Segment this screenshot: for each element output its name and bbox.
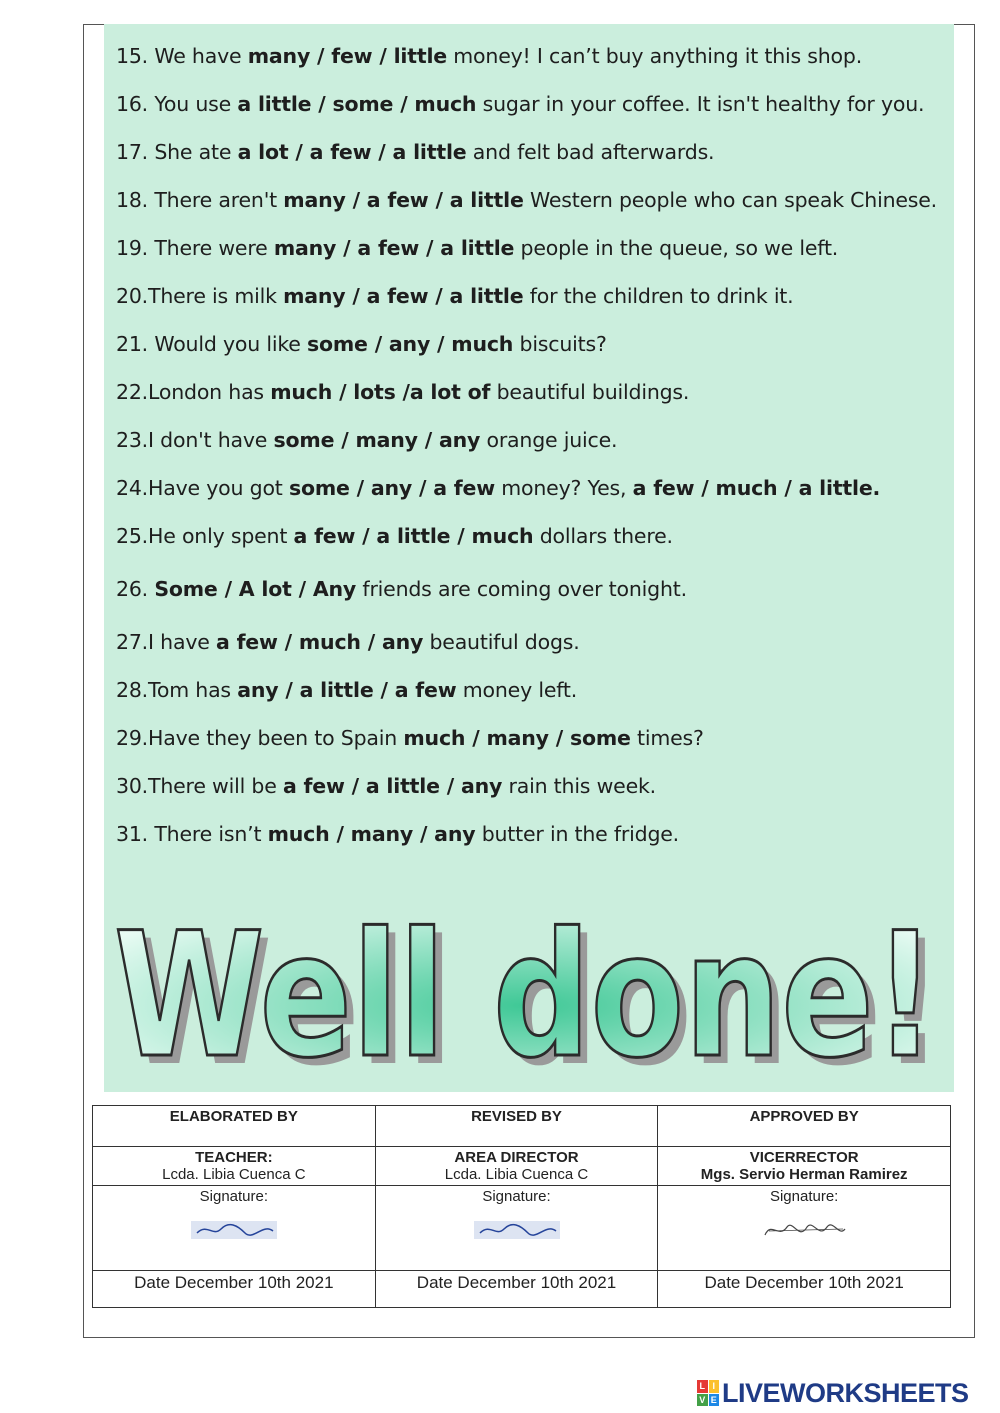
question-text-before: There aren't <box>154 188 284 212</box>
question-number: 30. <box>116 774 149 798</box>
question-text-after: rain this week. <box>502 774 656 798</box>
question-text-before: London has <box>148 380 271 404</box>
question-text-after: money? Yes, <box>494 476 633 500</box>
answer-options: a few / a little / much <box>293 524 534 548</box>
question-text-before: There is milk <box>148 284 284 308</box>
question-text-after: money! I can’t buy anything it this shop. <box>446 44 863 68</box>
question-number: 16. <box>116 92 155 116</box>
question-number: 28. <box>116 678 149 702</box>
question-text-after: biscuits? <box>513 332 607 356</box>
question-text-after: beautiful buildings. <box>490 380 690 404</box>
question-text-after: for the children to drink it. <box>523 284 794 308</box>
question-text-after: beautiful dogs. <box>423 630 580 654</box>
answer-options: a few / much / any <box>216 630 424 654</box>
signature-image <box>472 1217 562 1243</box>
answer-options: many / a few / a little <box>283 284 524 308</box>
date-cell: Date December 10th 2021 <box>375 1271 658 1308</box>
name-vicerrector: Mgs. Servio Herman Ramirez <box>700 1166 908 1183</box>
question-number: 15. <box>116 44 155 68</box>
answer-options: some / any / a few <box>288 476 495 500</box>
well-done-banner <box>110 905 950 1080</box>
banner-text: Well done! <box>114 905 936 1080</box>
question-item <box>116 822 679 846</box>
header-approved: APPROVED BY <box>658 1106 951 1147</box>
question-item <box>116 188 937 212</box>
answer-options: any / a little / a few <box>237 678 457 702</box>
question-text-after: sugar in your coffee. It isn't healthy for you. <box>476 92 925 116</box>
approval-table <box>92 1105 951 1308</box>
question-text-before: Tom has <box>148 678 238 702</box>
logo-letter: L <box>697 1380 708 1393</box>
question-number: 25. <box>116 524 149 548</box>
answer-options: much / many / any <box>267 822 476 846</box>
liveworksheets-logo <box>697 1378 969 1408</box>
signature-label: Signature: <box>769 1188 839 1205</box>
signature-image <box>759 1217 849 1243</box>
header-elaborated: ELABORATED BY <box>93 1106 376 1147</box>
question-text-after: dollars there. <box>533 524 673 548</box>
answer-options: some / many / any <box>273 428 481 452</box>
answer-options: many / a few / a little <box>273 236 515 260</box>
question-item <box>116 524 673 548</box>
answer-options: some / any / much <box>307 332 514 356</box>
question-number: 27. <box>116 630 149 654</box>
answer-options: much / lots /a lot of <box>270 380 491 404</box>
answer-options: many / few / little <box>247 44 447 68</box>
question-text-before: There isn’t <box>154 822 268 846</box>
answer-options: Some / A lot / Any <box>154 577 357 601</box>
name-area-director: Lcda. Libia Cuenca C <box>444 1166 589 1183</box>
question-text-before: Would you like <box>154 332 308 356</box>
role-vicerrector: VICERRECTOR <box>749 1149 859 1166</box>
question-text-before: I have <box>148 630 216 654</box>
question-item <box>116 284 793 308</box>
logo-letter: V <box>697 1394 708 1407</box>
question-item <box>116 774 656 798</box>
question-text-before: I don't have <box>148 428 274 452</box>
question-item <box>116 332 607 356</box>
name-teacher: Lcda. Libia Cuenca C <box>162 1166 306 1183</box>
question-number: 23. <box>116 428 149 452</box>
question-text-after: friends are coming over tonight. <box>356 577 687 601</box>
question-number: 22. <box>116 380 149 404</box>
date-cell: Date December 10th 2021 <box>93 1271 376 1308</box>
question-number: 24. <box>116 476 149 500</box>
question-text-before: There were <box>154 236 274 260</box>
question-item <box>116 92 924 116</box>
question-item <box>116 140 714 164</box>
question-text-after: people in the queue, so we left. <box>514 236 839 260</box>
question-item <box>116 678 577 702</box>
answer-options: a lot / a few / a little <box>237 140 467 164</box>
date-cell: Date December 10th 2021 <box>658 1271 951 1308</box>
question-number: 17. <box>116 140 155 164</box>
question-text-after: times? <box>630 726 704 750</box>
question-text-before: There will be <box>148 774 283 798</box>
answer-options-2: a few / much / a little. <box>632 476 881 500</box>
question-text-after: money left. <box>456 678 578 702</box>
question-text-after: Western people who can speak Chinese. <box>523 188 937 212</box>
question-item <box>116 44 862 68</box>
table-header-row <box>93 1106 951 1147</box>
logo-badge <box>697 1380 719 1406</box>
question-number: 31. <box>116 822 155 846</box>
question-text-before: He only spent <box>148 524 294 548</box>
logo-letter: I <box>709 1380 720 1393</box>
names-row <box>93 1147 951 1186</box>
question-number: 21. <box>116 332 155 356</box>
signature-label: Signature: <box>199 1188 269 1205</box>
question-text-before: She ate <box>154 140 238 164</box>
question-text-after: butter in the fridge. <box>475 822 680 846</box>
signature-row <box>93 1186 951 1271</box>
date-row <box>93 1271 951 1308</box>
question-text-after: orange juice. <box>480 428 618 452</box>
question-item <box>116 380 689 404</box>
question-number: 20. <box>116 284 149 308</box>
question-text-after: and felt bad afterwards. <box>466 140 715 164</box>
question-item <box>116 577 687 601</box>
question-number: 18. <box>116 188 155 212</box>
signature-label: Signature: <box>482 1188 551 1205</box>
question-item <box>116 726 704 750</box>
question-item <box>116 476 880 500</box>
answer-options: a little / some / much <box>237 92 477 116</box>
banner-shadow: Well done! <box>122 905 944 1080</box>
role-area-director: AREA DIRECTOR <box>454 1149 579 1166</box>
logo-letter: E <box>709 1394 720 1407</box>
answer-options: much / many / some <box>403 726 631 750</box>
question-number: 29. <box>116 726 149 750</box>
question-item <box>116 428 617 452</box>
header-revised: REVISED BY <box>375 1106 658 1147</box>
question-number: 26. <box>116 577 155 601</box>
question-text-before: Have you got <box>148 476 289 500</box>
question-text-before: Have they been to Spain <box>148 726 404 750</box>
question-item <box>116 630 580 654</box>
logo-text: LIVEWORKSHEETS <box>722 1377 969 1408</box>
question-text-before: You use <box>154 92 238 116</box>
role-teacher: TEACHER: <box>195 1149 273 1166</box>
question-number: 19. <box>116 236 155 260</box>
question-text-before: We have <box>154 44 248 68</box>
signature-image <box>189 1217 279 1243</box>
answer-options: many / a few / a little <box>283 188 524 212</box>
question-item <box>116 236 838 260</box>
answer-options: a few / a little / any <box>282 774 503 798</box>
